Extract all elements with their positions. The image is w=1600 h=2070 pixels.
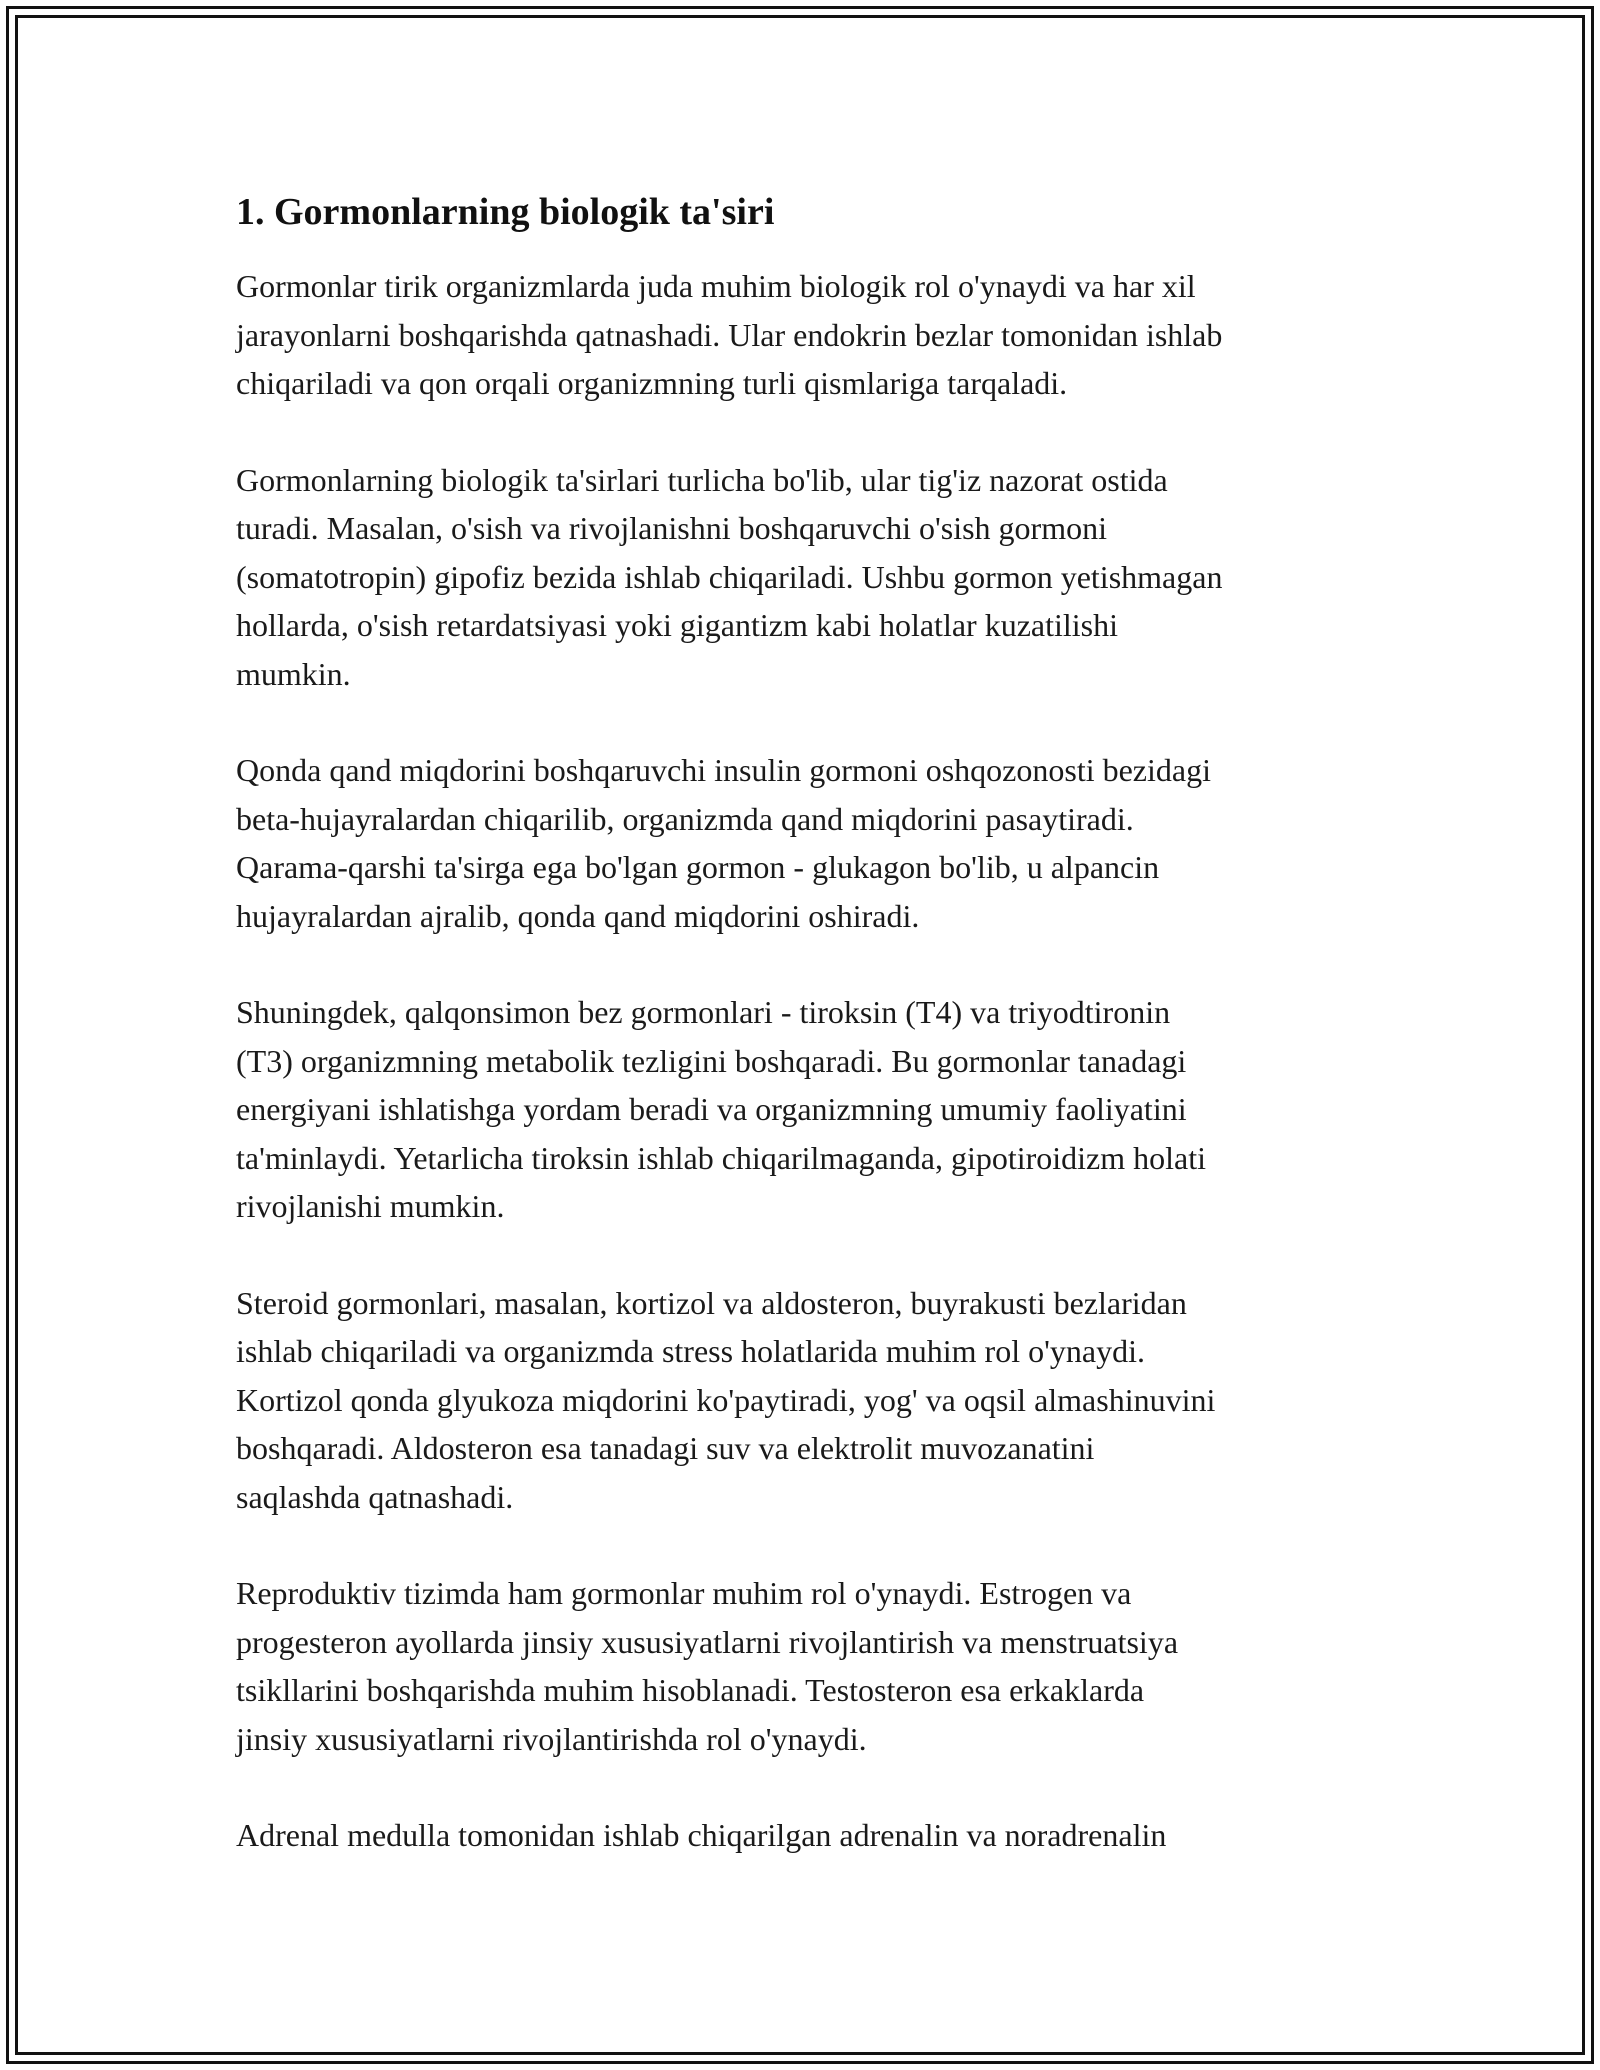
paragraph: Qonda qand miqdorini boshqaruvchi insulin gormoni oshqozonosti bezidagi beta-hujayralardan chiqarilib, organizmda qand miqdorini pasaytiradi. Qarama-qarshi ta'sirga ega bo'lgan gormon - glukagon bo'lib, u alpancin hujayralardan ajralib, qonda qand miqdorini oshiradi. (236, 752, 1211, 934)
paragraph: Adrenal medulla tomonidan ishlab chiqarilgan adrenalin va noradrenalin (236, 1817, 1167, 1853)
paragraph: Shuningdek, qalqonsimon bez gormonlari - tiroksin (T4) va triyodtironin (T3) organizmning metabolik tezligini boshqaradi. Bu gormonlar tanadagi energiyani ishlatishga yordam beradi va organizmning umumiy faoliyatini ta'minlaydi. Yetarlicha tiroksin ishlab chiqarilmaganda, gipotiroidizm holati rivojlanishi mumkin. (236, 994, 1207, 1224)
paragraph: Gormonlar tirik organizmlarda juda muhim biologik rol o'ynaydi va har xil jarayonlarni boshqarishda qatnashadi. Ular endokrin bezlar tomonidan ishlab chiqariladi va qon orqali organizmning turli qismlariga tarqaladi. (236, 268, 1223, 401)
paragraph: Reproduktiv tizimda ham gormonlar muhim rol o'ynaydi. Estrogen va progesteron ayollarda jinsiy xususiyatlarni rivojlantirish va menstruatsiya tsikllarini boshqarishda muhim hisoblanadi. Testosteron esa erkaklarda jinsiy xususiyatlarni rivojlantirishda rol o'ynaydi. (236, 1575, 1179, 1757)
paragraph: Gormonlarning biologik ta'sirlari turlicha bo'lib, ular tig'iz nazorat ostida turadi. Masalan, o'sish va rivojlanishni boshqaruvchi o'sish gormoni (somatotropin) gipofiz bezida ishlab chiqariladi. Ushbu gormon yetishmagan hollarda, o'sish retardatsiyasi yoki gigantizm kabi holatlar kuzatilishi mumkin. (236, 461, 1223, 692)
paragraph: Steroid gormonlari, masalan, kortizol va aldosteron, buyrakusti bezlaridan ishlab chiqariladi va organizmda stress holatlarida muhim rol o'ynaydi. Kortizol qonda glyukoza miqdorini ko'paytiradi, yog' va oqsil almashinuvini boshqaradi. Aldosteron esa tanadagi suv va elektrolit muvozanatini saqlashda qatnashadi. (236, 1284, 1216, 1515)
document-body (236, 188, 1376, 1908)
section-title: 1. Gormonlarning biologik ta'siri (236, 191, 775, 233)
